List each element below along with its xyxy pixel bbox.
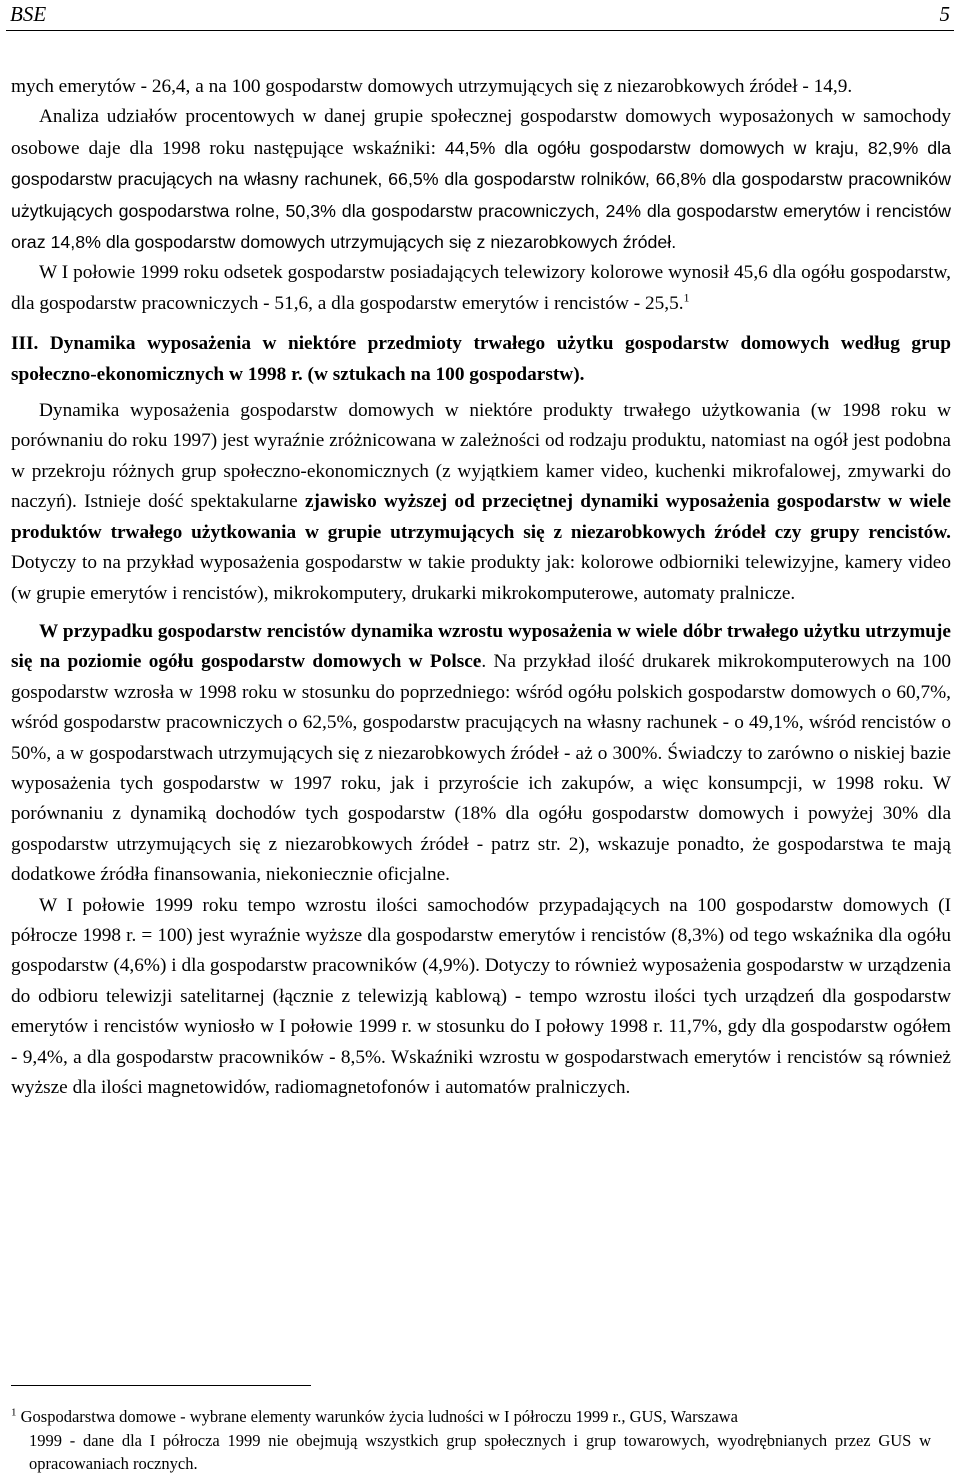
footnote-text-1: Gospodarstwa domowe - wybrane elementy warunków życia ludności w I półroczu 1999 r., GUS, Warszawa: [16, 1407, 738, 1426]
running-header: [6, 0, 954, 31]
header-title: BSE: [10, 2, 47, 26]
paragraph-car-intro: Analiza udziałów procentowych w danej grupie społecznej gospodarstw domowych wyposażonych w samochody osobowe daje dla 1998 roku następujące wskaźniki:: [11, 106, 951, 159]
paragraph-dynamics-intro: Dynamika wyposażenia gospodarstw domowych w niektóre produkty trwałego użytkowania (w 1998 roku w porównaniu do roku 1997) jest wyraźnie zróżnicowana w zależności od rodzaju produktu, natomiast na ogół jest podobna w przekroju różnych grup społeczno-ekonomicznych (z wyjątkiem kamer video, kuchenki mikrofalowej, zmywarki do naczyń). Istnieje dość spektakularne: [11, 400, 951, 513]
paragraph-pensioners-emphasis: W przypadku gospodarstw rencistów dynamika wzrostu wyposażenia w wiele dóbr trwałego użytku utrzymuje się na poziomie ogółu gospodarstw domowych w Polsce: [11, 620, 951, 673]
footnote-line-1: [11, 1405, 931, 1429]
paragraph-color-tv-text: W I połowie 1999 roku odsetek gospodarstw posiadających telewizory kolorowe wynosił 45,6 dla ogółu gospodarstw, dla gospodarstw pracowniczych - 51,6, a dla gospodarstw emerytów i rencistów - 25,5.: [11, 262, 951, 314]
paragraph-continuation: mych emerytów - 26,4, a na 100 gospodarstw domowych utrzymujących się z niezarobkowych źródeł - 14,9.: [11, 76, 853, 97]
footnote-text-2: 1999 - dane dla I półrocza 1999 nie obejmują wszystkich grup społecznych i grup towarowych, wyodrębnianych przez GUS w opracowaniach rocznych.: [29, 1430, 931, 1473]
body-text: [11, 72, 951, 1103]
page-number: 5: [939, 2, 950, 26]
footnote: [11, 1405, 931, 1476]
paragraph-dynamics-emphasis: zjawisko wyższej od przeciętnej dynamiki wyposażenia gospodarstw w wiele produktów trwałego użytkowania w grupie utrzymujących się z niezarobkowych źródeł czy grupy rencistów.: [11, 491, 951, 543]
paragraph-color-tv: [11, 258, 951, 319]
paragraph-dynamics-rest: Dotyczy to na przykład wyposażenia gospodarstw w takie produkty jak: kolorowe odbiorniki telewizyjne, kamery video (w grupie emerytów i rencistów), mikrokomputery, drukarki mikrokomputerowe, automaty pralnicze.: [11, 552, 951, 604]
footnote-mark: 1: [11, 1406, 17, 1419]
paragraph-pensioners-rest: . Na przykład ilość drukarek mikrokomputerowych na 100 gospodarstw wzrosła w 1998 roku w stosunku do poprzedniego: wśród ogółu polskich gospodarstw domowych o 60,7%, wśród gospodarstw pracowniczych o 62,5%, gospodarstw pracujących na własny rachunek - o 49,1%, wśród rencistów o 50%, a w gospodarstwach utrzymujących się z niezarobkowych źródeł - aż o 300%. Świadczy to zarówno o niskiej bazie wyposażenia tych gospodarstw w 1997 roku, jak i przyroście ich zakupów, a więc konsumpcji, w 1998 roku. W porównaniu z dynamiką dochodów tych gospodarstw (18% dla ogółu gospodarstw domowych i powyżej 30% dla gospodarstw utrzymujących się z niezarobkowych źródeł - patrz str. 2), wskazuje ponadto, że gospodarstwa te mają dodatkowe źródła finansowania, niekoniecznie oficjalne.: [11, 651, 951, 886]
paragraph-pensioners: [11, 617, 951, 891]
footnote-separator: [11, 1385, 311, 1386]
paragraph-dynamics: [11, 396, 951, 609]
paragraph-car-figures: 44,5% dla ogółu gospodarstw domowych w kraju, 82,9% dla gospodarstw pracujących na własny rachunek, 66,5% dla gospodarstw rolników, 66,8% dla gospodarstw pracowników użytkujących gospodarstwa rolne, 50,3% dla gospodarstw pracowniczych, 24% dla gospodarstw emerytów i rencistów oraz 14,8% dla gospodarstw domowych utrzymujących się z niezarobkowych źródeł.: [11, 137, 951, 253]
paragraph-car-ownership: [11, 102, 951, 258]
section-heading: III. Dynamika wyposażenia w niektóre przedmioty trwałego użytku gospodarstw domowych według grup społeczno-ekonomicznych w 1998 r. (w sztukach na 100 gospodarstw).: [11, 333, 951, 385]
footnote-reference: 1: [683, 290, 690, 305]
paragraph-cars-1999: W I połowie 1999 roku tempo wzrostu ilości samochodów przypadających na 100 gospodarstw domowych (I półrocze 1998 r. = 100) jest wyraźnie wyższe dla gospodarstw emerytów i rencistów (8,3%) od tego wskaźnika dla ogółu gospodarstw (4,6%) i dla gospodarstw pracowników (4,9%). Dotyczy to również wyposażenia gospodarstw w urządzenia do odbioru telewizji satelitarnej (łącznie z telewizją kablową) - tempo wzrostu ilości tych urządzeń dla gospodarstw emerytów i rencistów wyniosło w I połowie 1999 r. w stosunku do I połowy 1998 r. 11,7%, gdy dla gospodarstw ogółem - 9,4%, a dla gospodarstw pracowników - 8,5%. Wskaźniki wzrostu w gospodarstwach emerytów i rencistów są również wyższe dla ilości magnetowidów, radiomagnetofonów i automatów pralniczych.: [11, 894, 951, 1098]
